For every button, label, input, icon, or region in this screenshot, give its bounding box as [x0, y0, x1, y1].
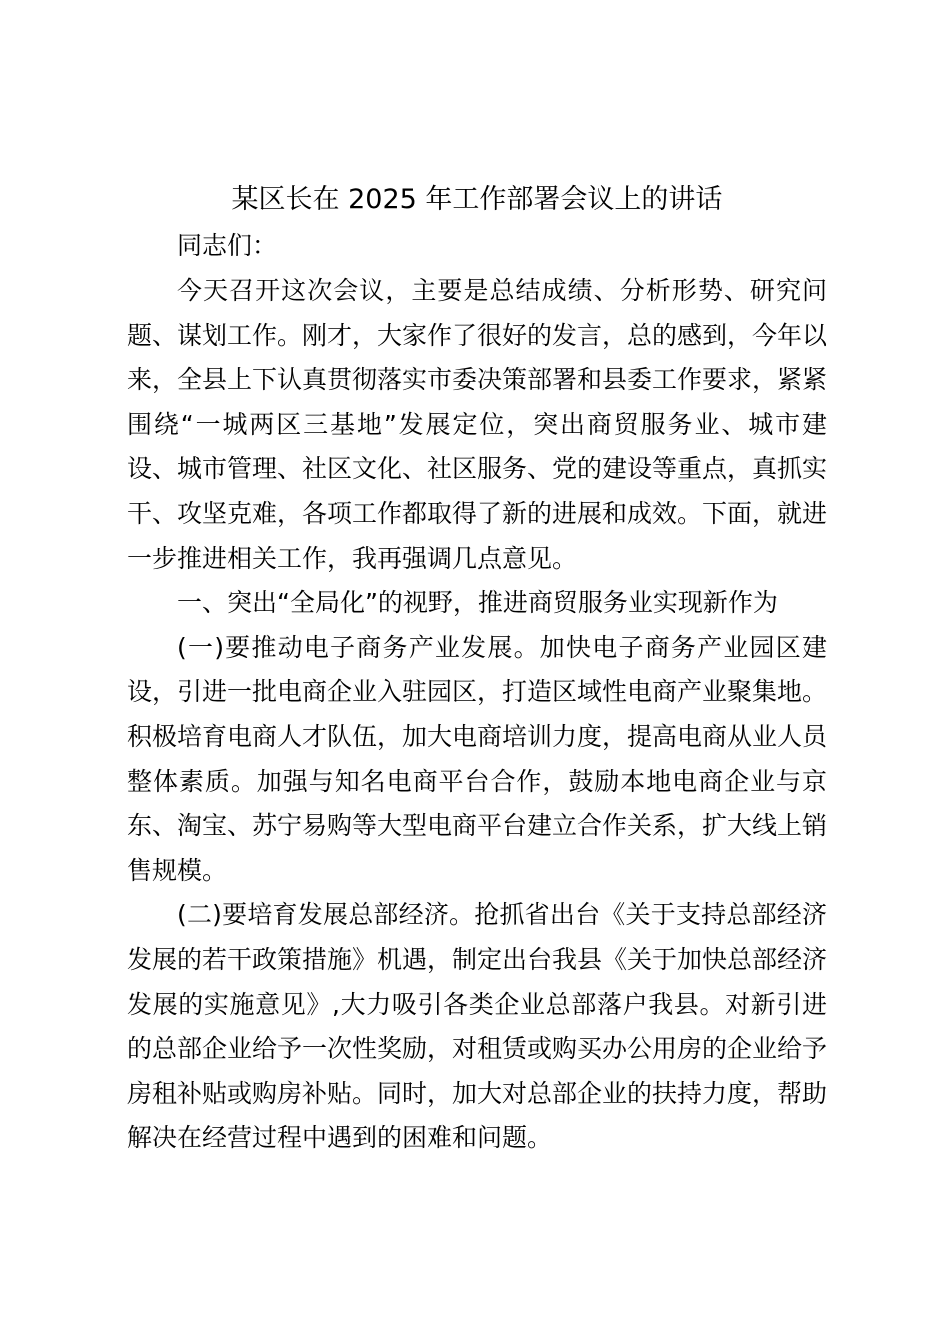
section-1-item-1: (一)要推动电子商务产业发展。加快电子商务产业园区建设，引进一批电商企业入驻园区，打造区域性电商产业聚集地。积极培育电商人才队伍，加大电商培训力度，提高电商从业人员整体素质。加强与知名电商平台合作，鼓励本地电商企业与京东、淘宝、苏宁易购等大型电商平台建立合作关系，扩大线上销售规模。	[127, 632, 828, 885]
section-1-heading: 一、突出“全局化”的视野，推进商贸服务业实现新作为	[177, 588, 778, 618]
section-1-item-2: (二)要培育发展总部经济。抢抓省出台《关于支持总部经济发展的若干政策措施》机遇，制定出台我县《关于加快总部经济发展的实施意见》,大力吸引各类企业总部落户我县。对新引进的总部企业给予一次性奖励，对租赁或购买办公用房的企业给予房租补贴或购房补贴。同时，加大对总部企业的扶持力度，帮助解决在经营过程中遇到的困难和问题。	[127, 900, 828, 1153]
intro-paragraph: 今天召开这次会议，主要是总结成绩、分析形势、研究问题、谋划工作。刚才，大家作了很好的发言，总的感到，今年以来，全县上下认真贯彻落实市委决策部署和县委工作要求，紧紧围绕“一城两区三基地”发展定位，突出商贸服务业、城市建设、城市管理、社区文化、社区服务、党的建设等重点，真抓实干、攻坚克难，各项工作都取得了新的进展和成效。下面，就进一步推进相关工作，我再强调几点意见。	[127, 276, 828, 573]
salutation: 同志们：	[177, 231, 278, 260]
document-title: 某区长在 2025 年工作部署会议上的讲话	[231, 184, 723, 215]
document-body	[127, 177, 827, 1161]
